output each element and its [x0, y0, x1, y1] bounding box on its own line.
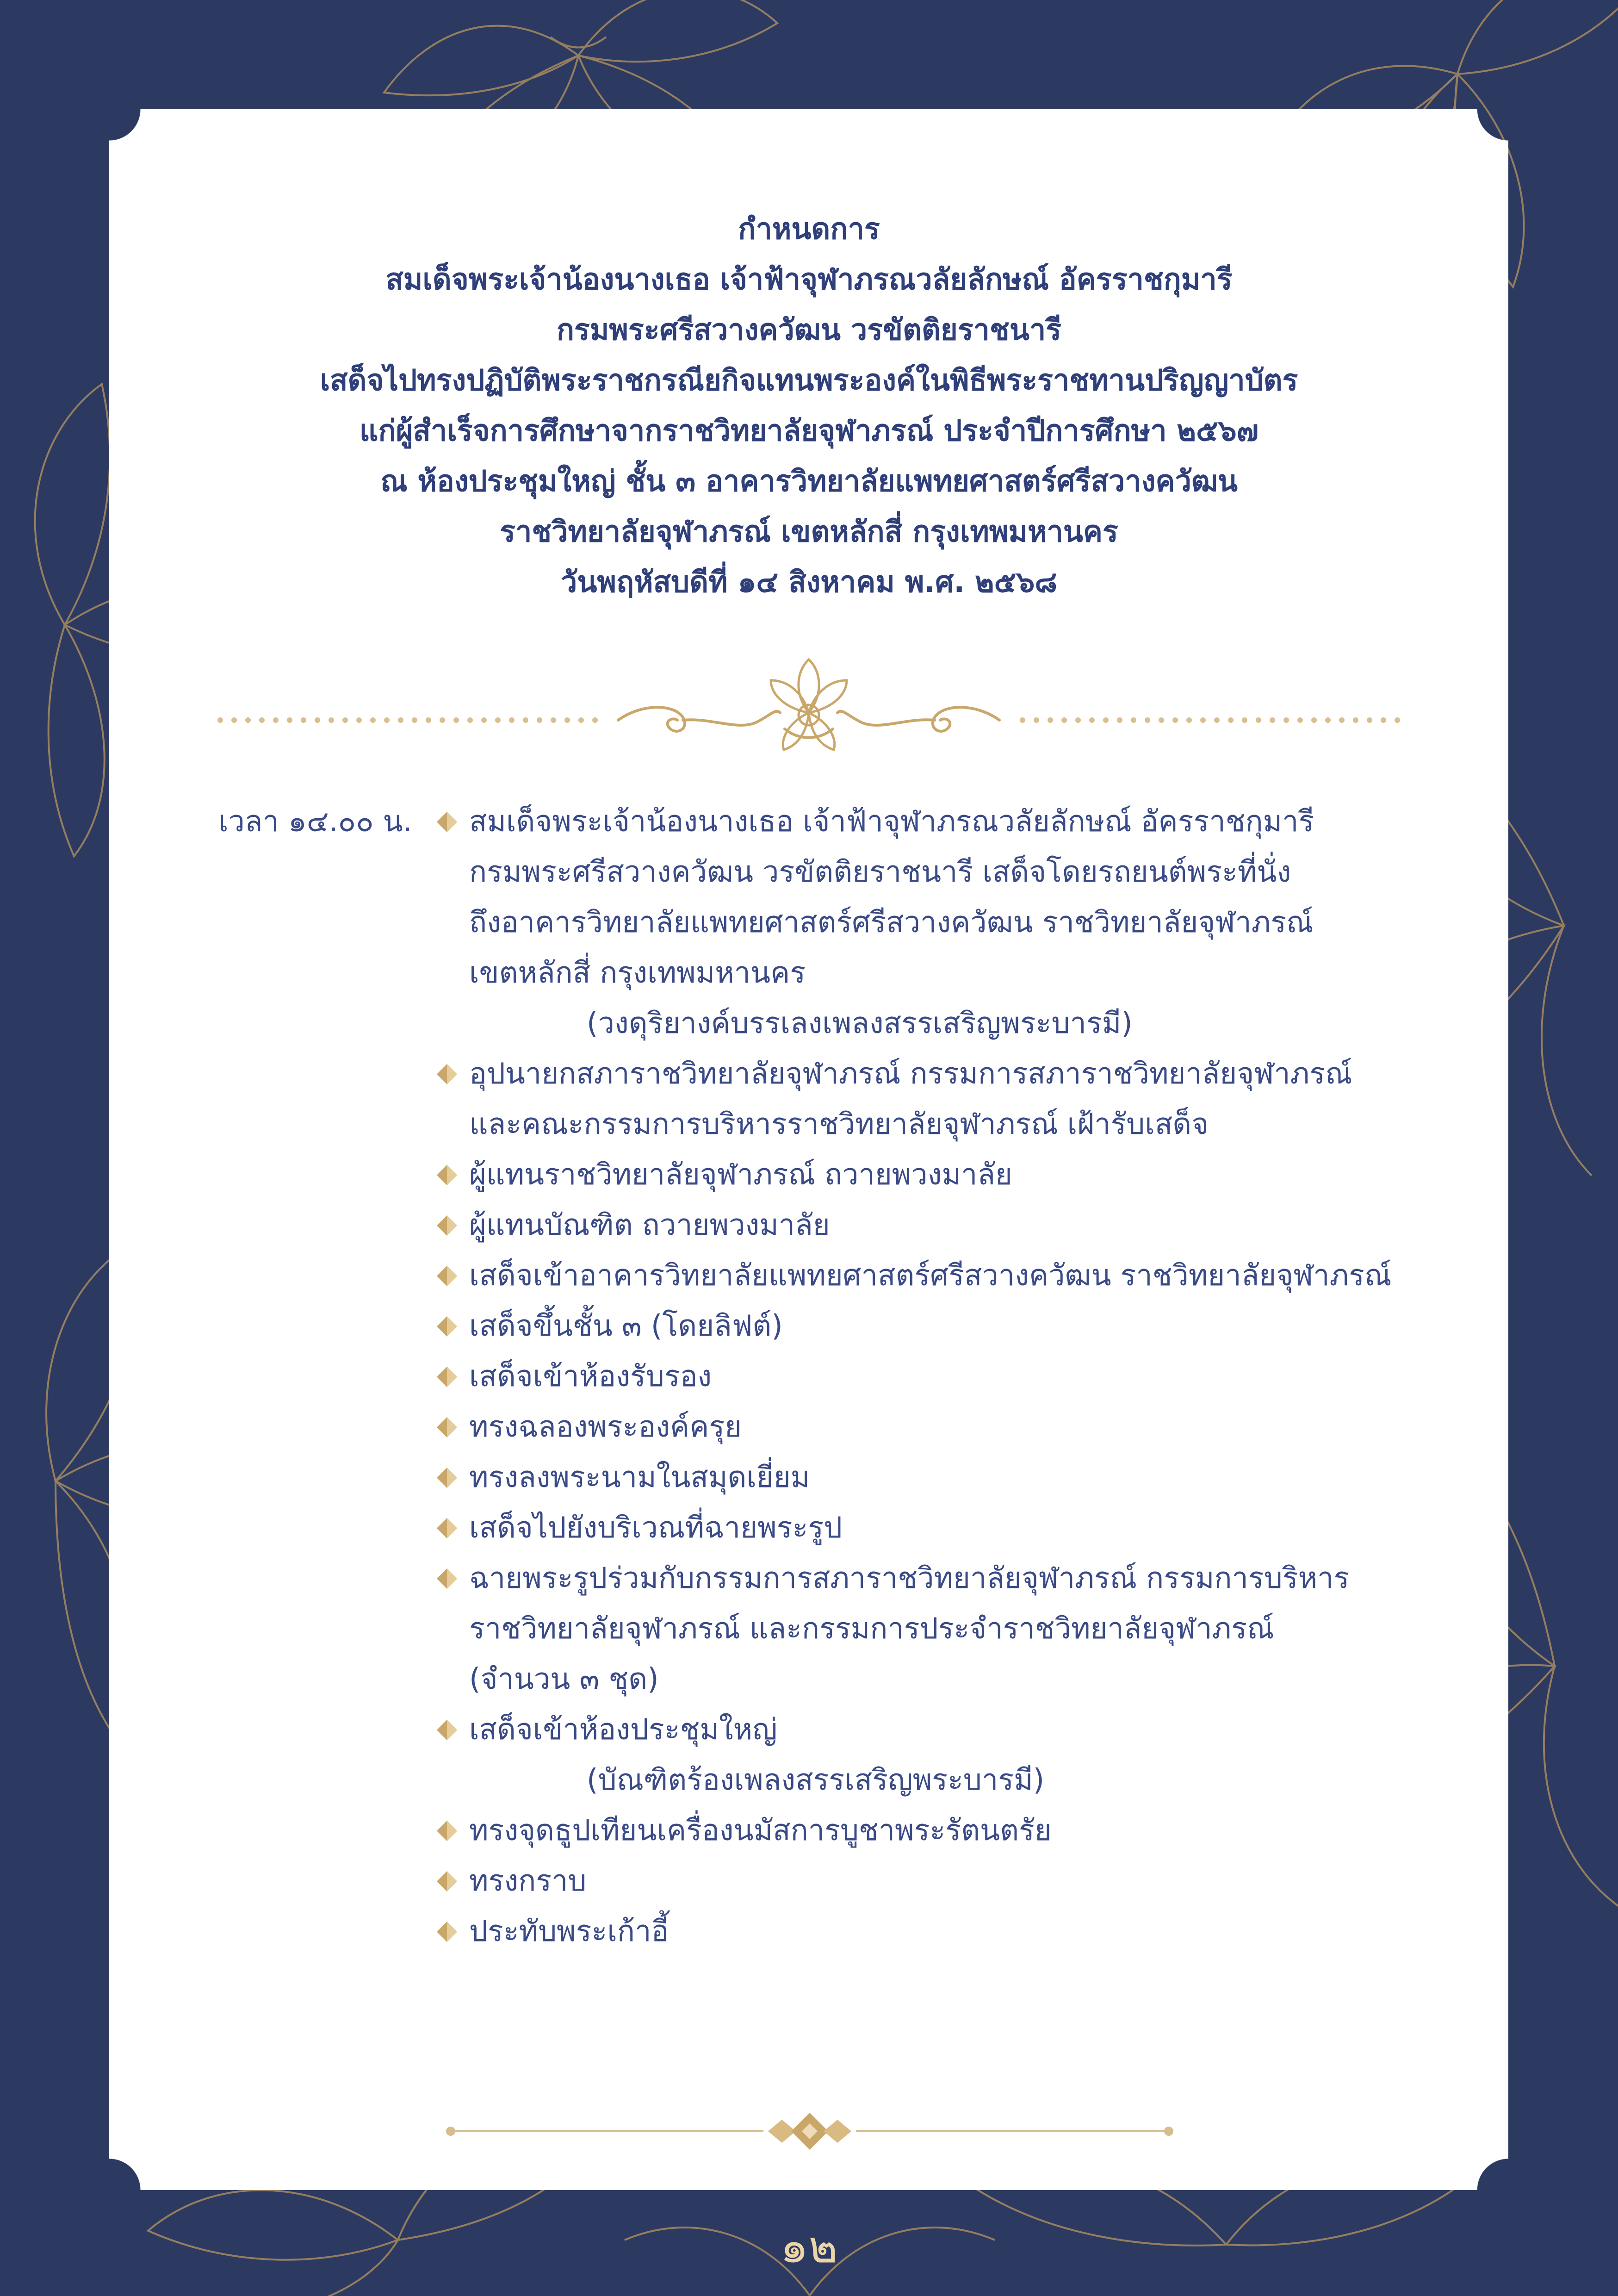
schedule-item-line [435, 1906, 1416, 1956]
schedule-item-line [435, 1603, 1416, 1654]
schedule-item [435, 1300, 1416, 1351]
header-title: กำหนดการ [738, 212, 880, 246]
schedule-item-text: เสด็จเข้าห้องรับรอง [469, 1359, 712, 1393]
schedule-item-note: (บัณฑิตร้องเพลงสรรเสริญพระบารมี) [587, 1763, 1045, 1797]
gold-diamond-bullet-icon [435, 1553, 463, 1603]
schedule-item-text: ทรงจุดธูปเทียนเครื่องนมัสการบูชาพระรัตนตรัย [469, 1813, 1052, 1847]
schedule-item [435, 1149, 1416, 1200]
schedule-item [435, 1855, 1416, 1906]
schedule-item [435, 796, 1416, 1048]
gold-diamond-bullet-icon [435, 1401, 463, 1452]
schedule-item-text: (จำนวน ๓ ชุด) [469, 1662, 659, 1696]
schedule-item-line [435, 897, 1416, 947]
schedule-item-note: (วงดุริยางค์บรรเลงเพลงสรรเสริญพระบารมี) [587, 1006, 1133, 1040]
schedule-item-text: ถึงอาคารวิทยาลัยแพทยศาสตร์ศรีสวางควัฒน ราชวิทยาลัยจุฬาภรณ์ [469, 905, 1314, 939]
schedule-item-text: สมเด็จพระเจ้าน้องนางเธอ เจ้าฟ้าจุฬาภรณวลัยลักษณ์ อัครราชกุมารี [469, 804, 1314, 838]
schedule-item-text: เสด็จเข้าอาคารวิทยาลัยแพทยศาสตร์ศรีสวางควัฒน ราชวิทยาลัยจุฬาภรณ์ [469, 1258, 1392, 1292]
schedule-item-line [435, 1704, 1416, 1755]
header-line: ณ ห้องประชุมใหญ่ ชั้น ๓ อาคารวิทยาลัยแพทยศาสตร์ศรีสวางควัฒน [380, 464, 1238, 498]
schedule-item-text: ทรงฉลองพระองค์ครุย [469, 1410, 742, 1444]
schedule-item-text: เขตหลักสี่ กรุงเทพมหานคร [469, 956, 806, 989]
schedule-item-line [435, 1805, 1416, 1855]
schedule-item-text: ทรงลงพระนามในสมุดเยี่ยม [469, 1460, 810, 1494]
gold-diamond-bullet-icon [435, 1048, 463, 1099]
header-block [0, 204, 1618, 607]
schedule-item-text: เสด็จขึ้นชั้น ๓ (โดยลิฟต์) [469, 1309, 783, 1343]
schedule-item-text: และคณะกรรมการบริหารราชวิทยาลัยจุฬาภรณ์ เฝ้ารับเสด็จ [469, 1107, 1209, 1141]
schedule-time: เวลา ๑๔.๐๐ น. [218, 804, 412, 838]
schedule-item [435, 1351, 1416, 1401]
schedule-item-line [435, 1300, 1416, 1351]
gold-diamond-bullet-icon [435, 1805, 463, 1855]
schedule-item-line [435, 1553, 1416, 1603]
schedule-item-line [435, 1149, 1416, 1200]
schedule-item-text: ผู้แทนราชวิทยาลัยจุฬาภรณ์ ถวายพวงมาลัย [469, 1157, 1012, 1191]
gold-diamond-bullet-icon [435, 1502, 463, 1553]
schedule-item-text: ราชวิทยาลัยจุฬาภรณ์ และกรรมการประจำราชวิทยาลัยจุฬาภรณ์ [469, 1612, 1274, 1645]
schedule-item [435, 1048, 1416, 1149]
gold-diamond-bullet-icon [435, 796, 463, 846]
schedule-item-line [435, 1654, 1416, 1704]
gold-diamond-bullet-icon [435, 1200, 463, 1250]
schedule-item-text: อุปนายกสภาราชวิทยาลัยจุฬาภรณ์ กรรมการสภาราชวิทยาลัยจุฬาภรณ์ [469, 1057, 1352, 1090]
schedule-item-line [435, 1351, 1416, 1401]
schedule-item-line [435, 1250, 1416, 1300]
header-line: เสด็จไปทรงปฏิบัติพระราชกรณียกิจแทนพระองค์ในพิธีพระราชทานปริญญาบัตร [320, 363, 1298, 397]
page-number: ๑๒ [780, 2221, 838, 2273]
gold-diamond-bullet-icon [435, 1250, 463, 1300]
gold-diamond-bullet-icon [435, 1149, 463, 1200]
schedule-item [435, 1805, 1416, 1855]
schedule-item-line [435, 1401, 1416, 1452]
schedule-item-line [435, 1200, 1416, 1250]
header-line: สมเด็จพระเจ้าน้องนางเธอ เจ้าฟ้าจุฬาภรณวลัยลักษณ์ อัครราชกุมารี [385, 262, 1233, 296]
schedule-item-line [435, 846, 1416, 897]
schedule-item-line [435, 947, 1416, 998]
schedule-item-line [435, 1099, 1416, 1149]
schedule-item [435, 1502, 1416, 1553]
schedule-item [435, 1250, 1416, 1300]
schedule-item-line [435, 1048, 1416, 1099]
schedule-item [435, 1401, 1416, 1452]
gold-diamond-bullet-icon [435, 1452, 463, 1502]
schedule-item-line [435, 1452, 1416, 1502]
schedule-list [435, 796, 1416, 1956]
gold-diamond-bullet-icon [435, 1704, 463, 1755]
schedule-item-text: เสด็จไปยังบริเวณที่ฉายพระรูป [469, 1511, 843, 1544]
schedule-item [435, 1704, 1416, 1805]
schedule-item [435, 1452, 1416, 1502]
header-line: วันพฤหัสบดีที่ ๑๔ สิงหาคม พ.ศ. ๒๕๖๘ [561, 565, 1057, 599]
header-line: ราชวิทยาลัยจุฬาภรณ์ เขตหลักสี่ กรุงเทพมหานคร [500, 515, 1118, 548]
schedule-item-text: ประทับพระเก้าอี้ [469, 1914, 669, 1948]
gold-diamond-bullet-icon [435, 1855, 463, 1906]
schedule-item-text: ผู้แทนบัณฑิต ถวายพวงมาลัย [469, 1208, 830, 1242]
schedule-item-line [435, 796, 1416, 846]
schedule-item-text: ทรงกราบ [469, 1864, 587, 1898]
orchid-flourish-icon [109, 653, 1508, 759]
header-line: แก่ผู้สำเร็จการศึกษาจากราชวิทยาลัยจุฬาภรณ์ ประจำปีการศึกษา ๒๕๖๗ [359, 414, 1259, 448]
schedule-item [435, 1553, 1416, 1704]
schedule-item-line [435, 1502, 1416, 1553]
schedule-item [435, 1200, 1416, 1250]
schedule-item-text: ฉายพระรูปร่วมกับกรรมการสภาราชวิทยาลัยจุฬาภรณ์ กรรมการบริหาร [469, 1561, 1350, 1595]
schedule-item-text: กรมพระศรีสวางควัฒน วรขัตติยราชนารี เสด็จโดยรถยนต์พระที่นั่ง [469, 855, 1291, 889]
gold-diamond-bullet-icon [435, 1300, 463, 1351]
diamond-ornament-icon [444, 2110, 1175, 2152]
schedule-item [435, 1906, 1416, 1956]
gold-diamond-bullet-icon [435, 1351, 463, 1401]
gold-diamond-bullet-icon [435, 1906, 463, 1956]
schedule-item-text: เสด็จเข้าห้องประชุมใหญ่ [469, 1712, 777, 1746]
header-line: กรมพระศรีสวางควัฒน วรขัตติยราชนารี [556, 313, 1062, 347]
schedule-item-line [435, 1855, 1416, 1906]
